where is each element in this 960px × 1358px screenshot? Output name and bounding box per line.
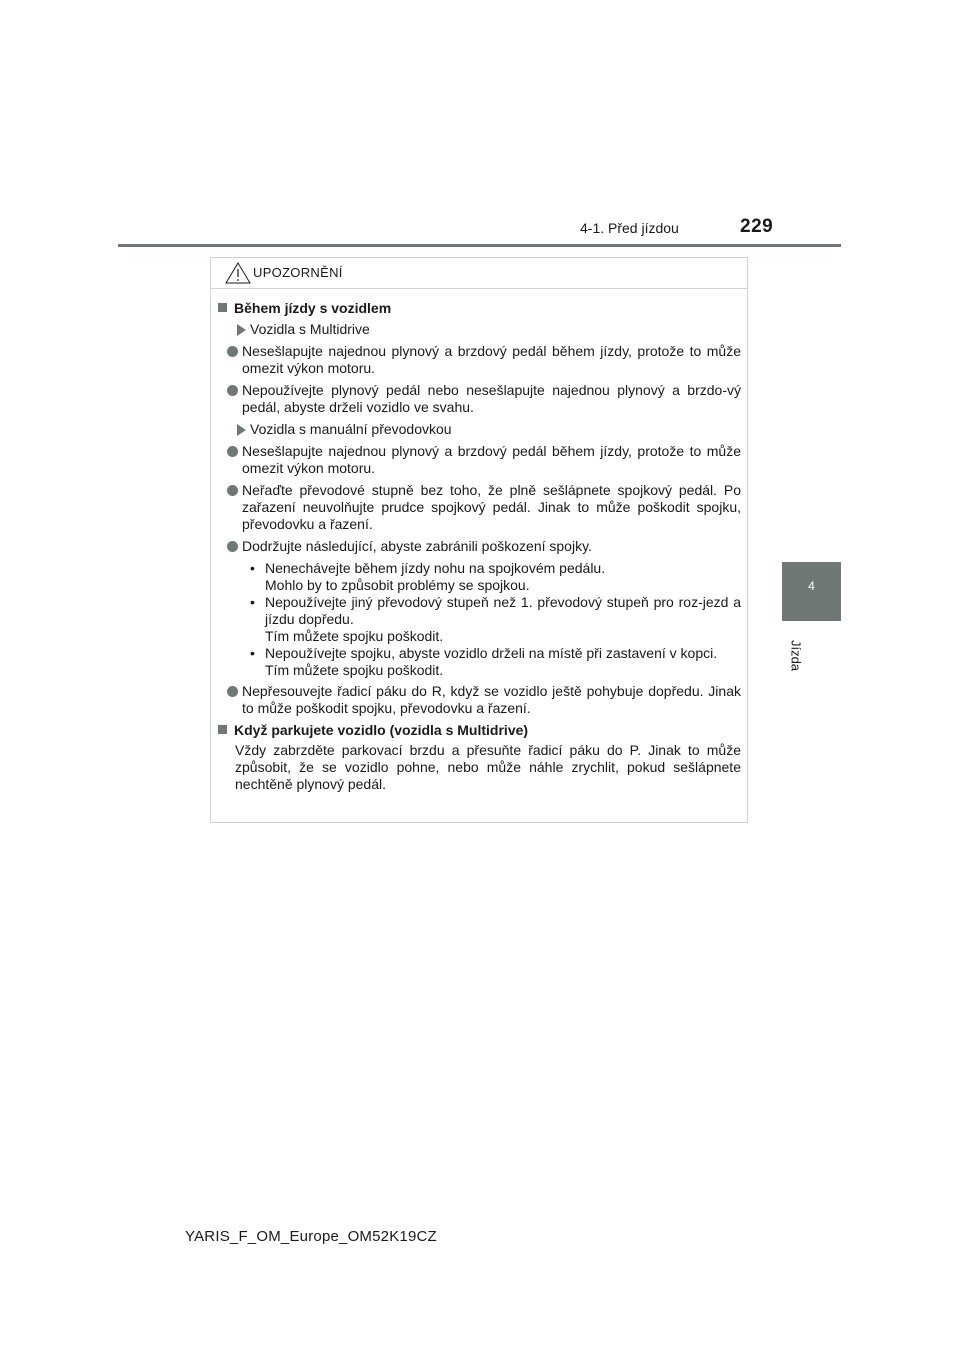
dash-text: Tím můžete spojku poškodit. bbox=[265, 662, 444, 678]
circle-bullet-icon bbox=[227, 686, 238, 697]
bullet-item bbox=[218, 482, 741, 533]
dash-item bbox=[218, 560, 741, 594]
warning-box bbox=[210, 257, 748, 823]
section-title: 4-1. Před jízdou bbox=[580, 220, 679, 236]
warning-header bbox=[211, 258, 747, 289]
bullet-item bbox=[218, 443, 741, 477]
warning-content bbox=[218, 300, 741, 793]
circle-bullet-icon bbox=[227, 385, 238, 396]
dash-item bbox=[218, 594, 741, 645]
sub-heading bbox=[218, 421, 741, 438]
circle-bullet-icon bbox=[227, 541, 238, 552]
chapter-tab bbox=[782, 562, 841, 621]
square-bullet-icon bbox=[218, 725, 227, 734]
dash-text: Tím můžete spojku poškodit. bbox=[265, 628, 444, 644]
section-heading-text: Během jízdy s vozidlem bbox=[234, 300, 392, 316]
chapter-number: 4 bbox=[808, 579, 815, 593]
dash-text: Mohlo by to způsobit problémy se spojkou. bbox=[265, 577, 530, 593]
bullet-text: Nesešlapujte najednou plynový a brzdový pedál během jízdy, protože to může omezit výkon motoru. bbox=[242, 443, 741, 476]
bullet-text: Nesešlapujte najednou plynový a brzdový pedál během jízdy, protože to může omezit výkon motoru. bbox=[242, 343, 741, 376]
circle-bullet-icon bbox=[227, 485, 238, 496]
bullet-item bbox=[218, 382, 741, 416]
triangle-bullet-icon bbox=[237, 424, 246, 436]
warning-title: UPOZORNĚNÍ bbox=[253, 265, 343, 280]
header-rule bbox=[118, 244, 841, 247]
chapter-label-text: Jízda bbox=[788, 639, 804, 672]
dot-bullet: • bbox=[250, 594, 255, 610]
bullet-text: Nepřesouvejte řadicí páku do R, když se vozidlo ještě pohybuje dopředu. Jinak to může poškodit spojku, převodovku a řazení. bbox=[242, 683, 741, 716]
bullet-text: Dodržujte následující, abyste zabránili poškození spojky. bbox=[242, 538, 592, 554]
section-heading bbox=[218, 722, 741, 739]
dot-bullet: • bbox=[250, 645, 255, 661]
bullet-item bbox=[218, 538, 741, 555]
dash-item bbox=[218, 645, 741, 679]
section-heading bbox=[218, 300, 741, 317]
triangle-bullet-icon bbox=[237, 324, 246, 336]
bullet-text: Nepoužívejte plynový pedál nebo nesešlapujte najednou plynový a brzdo-vý pedál, abyste drželi vozidlo ve svahu. bbox=[242, 382, 741, 415]
dash-text: Nenechávejte během jízdy nohu na spojkovém pedálu. bbox=[265, 560, 606, 576]
circle-bullet-icon bbox=[227, 446, 238, 457]
sub-heading-text: Vozidla s Multidrive bbox=[250, 321, 370, 337]
dash-text: Nepoužívejte jiný převodový stupeň než 1. převodový stupeň pro roz-jezd a jízdu dopředu. bbox=[265, 594, 741, 627]
document-code: YARIS_F_OM_Europe_OM52K19CZ bbox=[185, 1228, 437, 1245]
paragraph: Vždy zabrzděte parkovací brzdu a přesuňte řadicí páku do P. Jinak to může způsobit, že se vozidlo pohne, nebo může náhle zrychlit, pokud sešlápnete nechtěně plynový pedál. bbox=[235, 742, 741, 792]
circle-bullet-icon bbox=[227, 346, 238, 357]
bullet-item bbox=[218, 343, 741, 377]
page-number: 229 bbox=[740, 216, 774, 237]
sub-heading bbox=[218, 321, 741, 338]
square-bullet-icon bbox=[218, 303, 227, 312]
sub-heading-text: Vozidla s manuální převodovkou bbox=[250, 421, 452, 437]
chapter-label bbox=[786, 628, 806, 688]
dash-text: Nepoužívejte spojku, abyste vozidlo drželi na místě při zastavení v kopci. bbox=[265, 645, 718, 661]
bullet-item bbox=[218, 683, 741, 717]
bullet-text: Neřaďte převodové stupně bez toho, že plně sešlápnete spojkový pedál. Po zařazení neuvolňujte prudce spojkový pedál. Jinak to může poškodit spojku, převodovku a řazení. bbox=[242, 482, 741, 532]
dot-bullet: • bbox=[250, 560, 255, 576]
warning-triangle-icon bbox=[225, 262, 251, 284]
section-heading-text: Když parkujete vozidlo (vozidla s Multidrive) bbox=[234, 722, 529, 738]
